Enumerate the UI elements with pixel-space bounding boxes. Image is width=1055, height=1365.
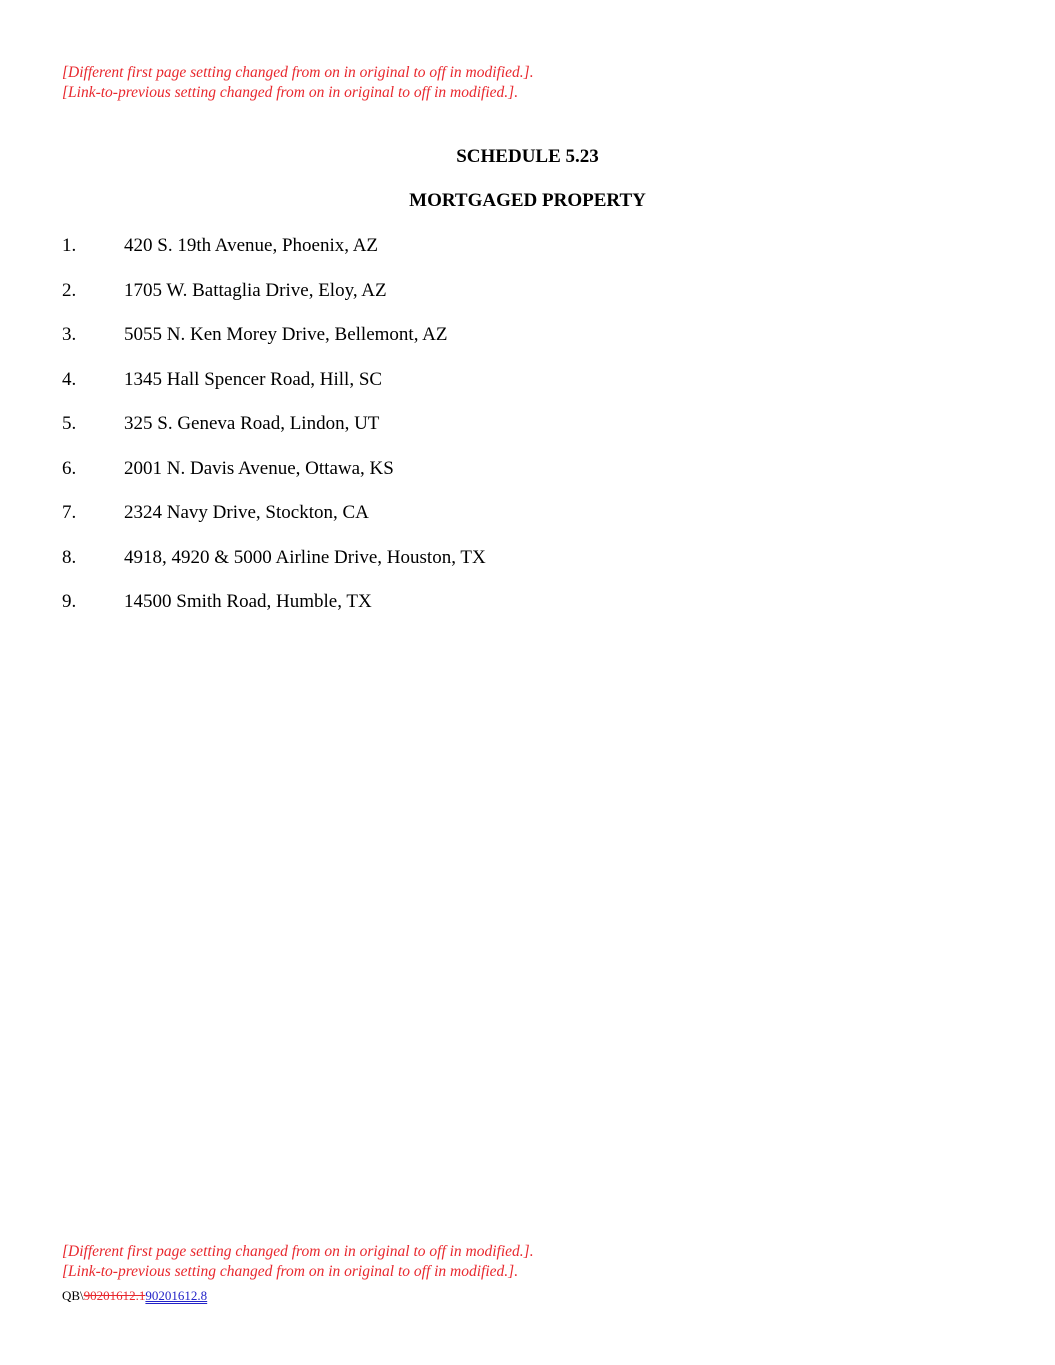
footer-note-first-page: [Different first page setting changed from on in original to off in modified.].: [62, 1243, 534, 1260]
item-number: 4.: [62, 368, 77, 390]
property-address: 420 S. 19th Avenue, Phoenix, AZ: [124, 235, 379, 256]
property-address: 4918, 4920 & 5000 Airline Drive, Houston, TX: [124, 546, 486, 568]
document-id: [62, 1288, 207, 1304]
property-address: 1705 W. Battaglia Drive, Eloy, AZ: [124, 279, 387, 301]
doc-id-prefix: QB\: [62, 1288, 84, 1303]
doc-id-deleted: 90201612.1: [83, 1288, 146, 1303]
header-note-first-page: [Different first page setting changed from on in original to off in modified.].: [62, 64, 534, 81]
item-number: 5.: [62, 413, 77, 434]
schedule-title: SCHEDULE 5.23: [456, 146, 599, 167]
item-number: 1.: [62, 235, 77, 256]
footer-note-link-previous: [Link-to-previous setting changed from on in original to off in modified.].: [62, 1263, 519, 1280]
schedule-subtitle: MORTGAGED PROPERTY: [409, 190, 646, 211]
list-item: [62, 368, 486, 413]
property-address: 325 S. Geneva Road, Lindon, UT: [124, 413, 380, 434]
item-number: 2.: [62, 279, 77, 301]
list-item: [62, 590, 486, 635]
header-note-link-previous: [Link-to-previous setting changed from on in original to off in modified.].: [62, 84, 519, 101]
list-item: [62, 457, 486, 502]
item-number: 9.: [62, 591, 77, 612]
property-address: 14500 Smith Road, Humble, TX: [124, 591, 372, 612]
property-address: 5055 N. Ken Morey Drive, Bellemont, AZ: [124, 324, 448, 345]
list-item: [62, 323, 486, 368]
header-change-notes: [62, 63, 534, 103]
item-number: 3.: [62, 324, 77, 345]
property-address: 1345 Hall Spencer Road, Hill, SC: [124, 368, 383, 390]
doc-id-inserted: 90201612.8: [145, 1288, 208, 1303]
list-item: [62, 501, 486, 546]
property-address: 2324 Navy Drive, Stockton, CA: [124, 502, 369, 523]
list-item: [62, 546, 486, 591]
list-item: [62, 279, 486, 324]
list-item: [62, 412, 486, 457]
item-number: 8.: [62, 546, 77, 568]
property-address: 2001 N. Davis Avenue, Ottawa, KS: [124, 457, 394, 479]
property-list: [62, 234, 486, 635]
item-number: 7.: [62, 502, 77, 523]
item-number: 6.: [62, 457, 77, 479]
list-item: [62, 234, 486, 279]
footer-change-notes: [62, 1242, 534, 1282]
